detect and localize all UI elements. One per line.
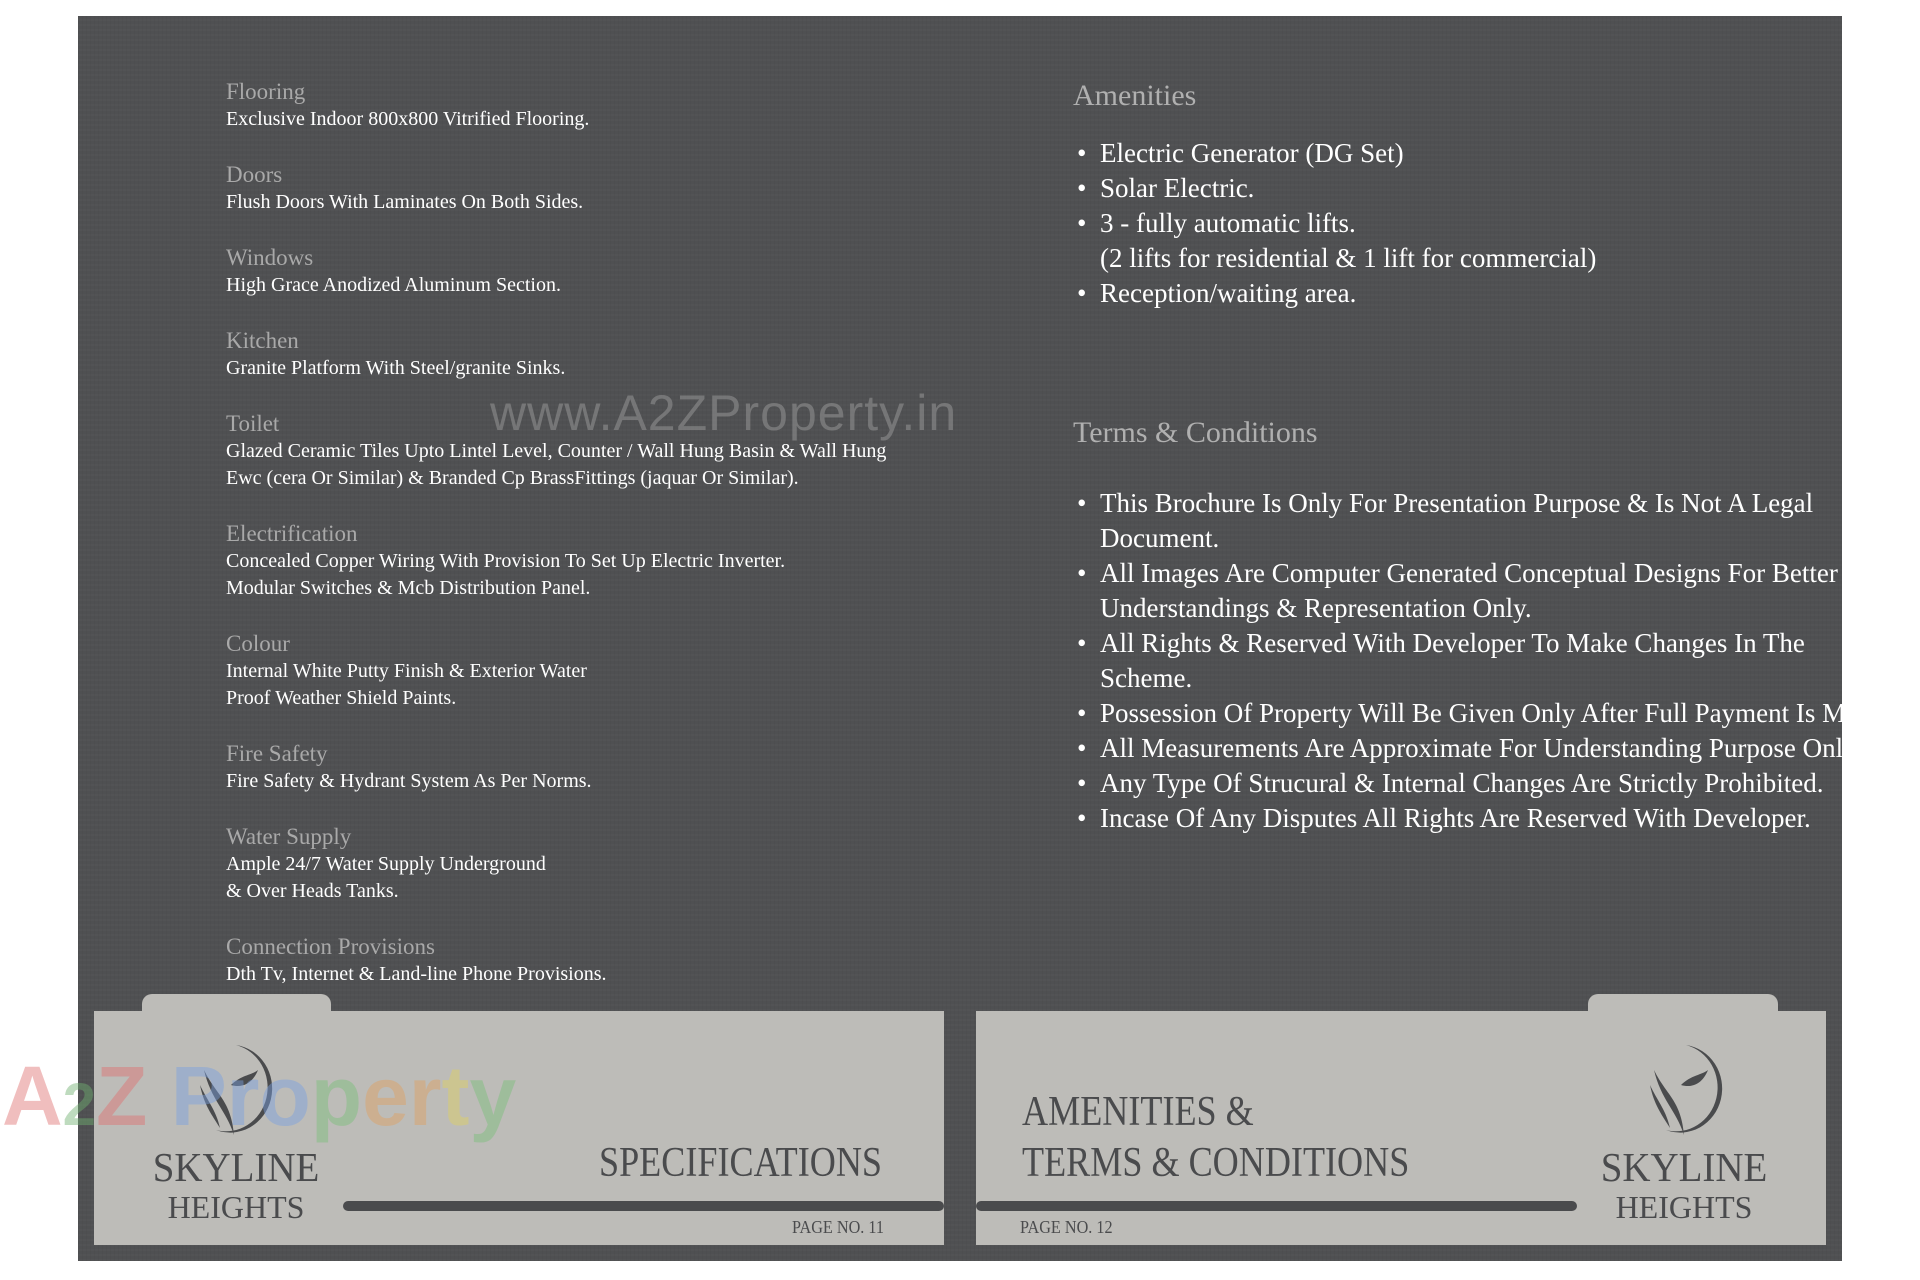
terms-heading: Terms & Conditions (1073, 416, 1318, 449)
spec-item (226, 823, 1006, 905)
spec-description: Concealed Copper Wiring With Provision To Set Up Electric Inverter. (226, 550, 786, 572)
brand-sub-left: HEIGHTS (167, 1189, 305, 1225)
spec-item (226, 630, 1006, 712)
spec-label: Kitchen (226, 328, 299, 353)
bullet-item: • Solar Electric. (1073, 171, 1903, 206)
spec-description: & Over Heads Tanks. (226, 880, 399, 902)
spec-label: Connection Provisions (226, 934, 435, 959)
spec-item (226, 244, 1006, 299)
specifications-title: SPECIFICATIONS (599, 1140, 883, 1186)
bullet-item: • Possession Of Property Will Be Given Only After Full Payment Is Made. (1073, 696, 1903, 731)
page-number-right: PAGE NO. 12 (1020, 1217, 1113, 1237)
bullet-item: • 3 - fully automatic lifts. (2 lifts for residential & 1 lift for commercial) (1073, 206, 1903, 276)
spec-label: Electrification (226, 521, 358, 546)
spec-description: High Grace Anodized Aluminum Section. (226, 274, 561, 296)
terms-list (1073, 486, 1903, 836)
bullet-item: • This Brochure Is Only For Presentation Purpose & Is Not A Legal Document. (1073, 486, 1903, 556)
spec-item (226, 740, 1006, 795)
spec-description: Granite Platform With Steel/granite Sinks. (226, 357, 566, 379)
spec-label: Doors (226, 162, 283, 187)
specifications-list (226, 78, 1006, 1016)
footer-rule-right (976, 1201, 1577, 1211)
spec-description: Exclusive Indoor 800x800 Vitrified Flooring. (226, 108, 590, 130)
bullet-item: • All Measurements Are Approximate For Understanding Purpose Only. (1073, 731, 1903, 766)
spec-description: Proof Weather Shield Paints. (226, 687, 457, 709)
watermark-url: www.A2ZProperty.in (490, 385, 958, 441)
bullet-item: • All Images Are Computer Generated Conceptual Designs For Better Understandings & Representation Only. (1073, 556, 1903, 626)
bullet-item: • Any Type Of Strucural & Internal Changes Are Strictly Prohibited. (1073, 766, 1903, 801)
bullet-item: • All Rights & Reserved With Developer To Make Changes In The Scheme. (1073, 626, 1903, 696)
spec-description: Flush Doors With Laminates On Both Sides. (226, 191, 584, 213)
spec-label: Fire Safety (226, 741, 328, 766)
terms-section (1073, 415, 1903, 836)
spec-item (226, 327, 1006, 382)
bullet-item: • Reception/waiting area. (1073, 276, 1903, 311)
brand-sub-right: HEIGHTS (1615, 1189, 1753, 1225)
spec-item (226, 78, 1006, 133)
spec-description: Dth Tv, Internet & Land-line Phone Provisions. (226, 963, 607, 985)
spec-description: Ample 24/7 Water Supply Underground (226, 853, 546, 875)
spec-description: Internal White Putty Finish & Exterior Water (226, 660, 587, 682)
brand-name-left: SKYLINE (152, 1144, 320, 1190)
amenities-terms-title-line2: TERMS & CONDITIONS (1022, 1140, 1410, 1186)
spec-item (226, 161, 1006, 216)
spec-label: Windows (226, 245, 314, 270)
amenities-list (1073, 136, 1903, 311)
bullet-item: • Incase Of Any Disputes All Rights Are Reserved With Developer. (1073, 801, 1903, 836)
brand-name-right: SKYLINE (1600, 1144, 1768, 1190)
bullet-item: • Electric Generator (DG Set) (1073, 136, 1903, 171)
page-number-left: PAGE NO. 11 (792, 1217, 884, 1237)
amenities-section (1073, 78, 1903, 311)
amenities-terms-title-line1: AMENITIES & (1022, 1089, 1254, 1135)
spec-label: Water Supply (226, 824, 352, 849)
spec-description: Glazed Ceramic Tiles Upto Lintel Level, Counter / Wall Hung Basin & Wall Hung (226, 440, 887, 462)
spec-label: Flooring (226, 79, 306, 104)
skyline-emblem-icon (1636, 1040, 1736, 1140)
amenities-heading: Amenities (1073, 79, 1197, 112)
spec-item (226, 520, 1006, 602)
spec-label: Toilet (226, 411, 280, 436)
spec-item (226, 933, 1006, 988)
spec-description: Ewc (cera Or Similar) & Branded Cp BrassFittings (jaquar Or Similar). (226, 467, 799, 489)
spec-description: Fire Safety & Hydrant System As Per Norms. (226, 770, 592, 792)
spec-label: Colour (226, 631, 290, 656)
footer-rule-left (343, 1201, 944, 1211)
spec-description: Modular Switches & Mcb Distribution Panel. (226, 577, 591, 599)
watermark-logo: A2Z Property (2, 1049, 517, 1143)
